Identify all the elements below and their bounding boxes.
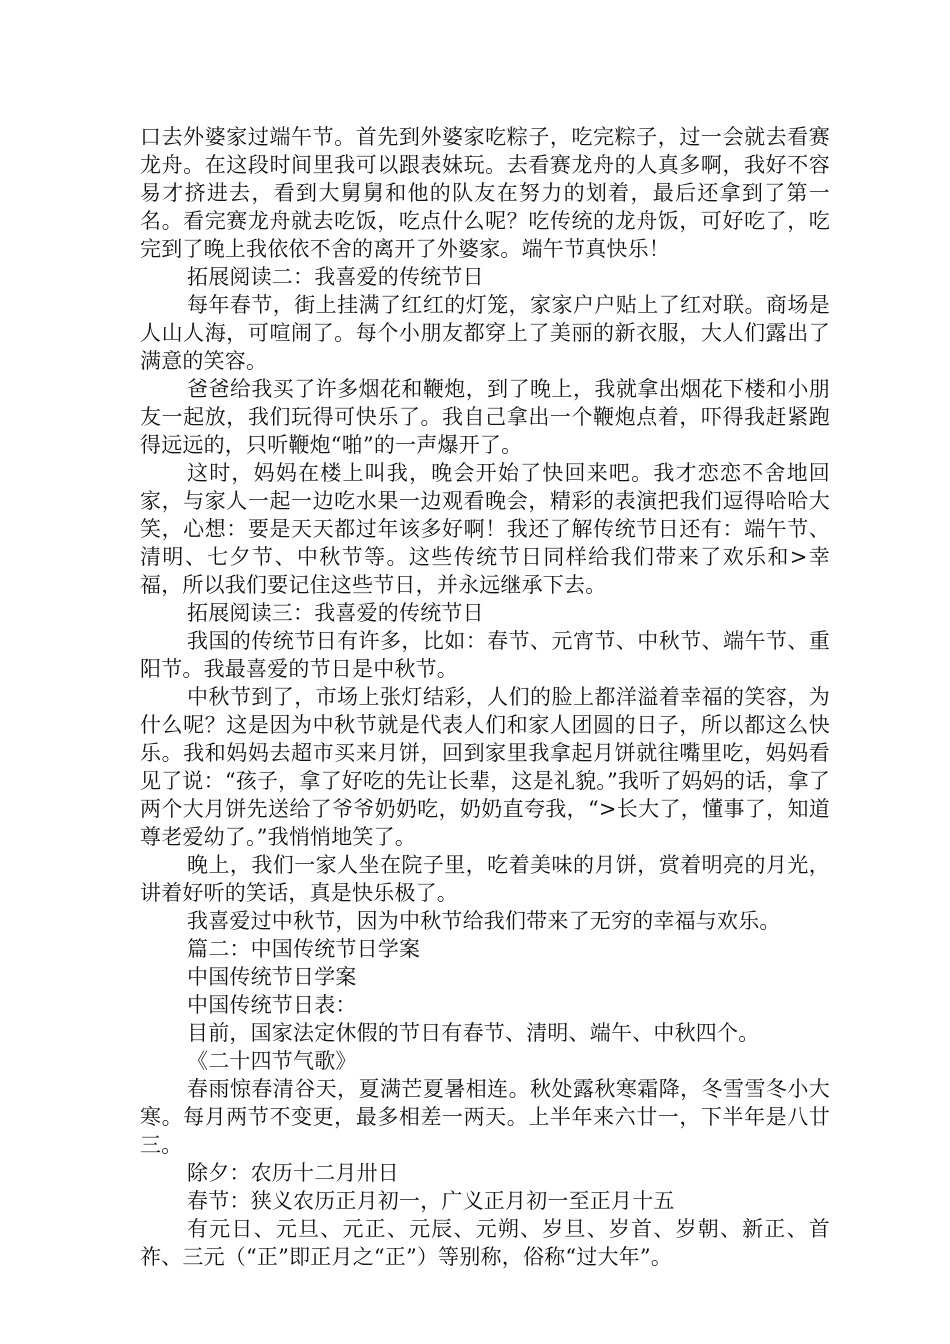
paragraph: 目前，国家法定休假的节日有春节、清明、端午、中秋四个。 xyxy=(187,1021,760,1045)
document-body xyxy=(140,123,830,1271)
subheading: 中国传统节日表： xyxy=(187,993,357,1017)
paragraph: 爸爸给我买了许多烟花和鞭炮，到了晚上，我就拿出烟花下楼和小朋友一起放，我们玩得可快乐了。我自己拿出一个鞭炮点着，吓得我赶紧跑得远远的，只听鞭炮“啪”的一声爆开了。 xyxy=(140,377,830,457)
paragraph: 这时，妈妈在楼上叫我，晚会开始了快回来吧。我才恋恋不舍地回家，与家人一起一边吃水果一边观看晚会，精彩的表演把我们逗得哈哈大笑，心想：要是天天都过年该多好啊！我还了解传统节日还有：端午节、清明、七夕节、中秋节等。这些传统节日同样给我们带来了欢乐和>幸福，所以我们要记住这些节日，并永远继承下去。 xyxy=(140,461,830,597)
poem-title: 《二十四节气歌》 xyxy=(187,1049,357,1073)
paragraph: 春节：狭义农历正月初一，广义正月初一至正月十五 xyxy=(187,1189,675,1213)
paragraph: 我国的传统节日有许多，比如：春节、元宵节、中秋节、端午节、重阳节。我最喜爱的节日是中秋节。 xyxy=(140,629,830,681)
section-heading: 拓展阅读三：我喜爱的传统节日 xyxy=(187,601,484,625)
paragraph: 每年春节，街上挂满了红红的灯笼，家家户户贴上了红对联。商场是人山人海，可喧闹了。每个小朋友都穿上了美丽的新衣服，大人们露出了满意的笑容。 xyxy=(140,293,830,373)
section-heading: 篇二：中国传统节日学案 xyxy=(187,937,421,961)
paragraph: 除夕：农历十二月卅日 xyxy=(187,1161,399,1185)
paragraph: 春雨惊春清谷天，夏满芒夏暑相连。秋处露秋寒霜降，冬雪雪冬小大寒。每月两节不变更，最多相差一两天。上半年来六廿一，下半年是八廿三。 xyxy=(140,1077,830,1157)
paragraph: 口去外婆家过端午节。首先到外婆家吃粽子，吃完粽子，过一会就去看赛龙舟。在这段时间里我可以跟表妹玩。去看赛龙舟的人真多啊，我好不容易才挤进去，看到大舅舅和他的队友在努力的划着，最后还拿到了第一名。看完赛龙舟就去吃饭，吃点什么呢？吃传统的龙舟饭，可好吃了，吃完到了晚上我依依不舍的离开了外婆家。端午节真快乐！ xyxy=(140,125,830,261)
paragraph: 中秋节到了，市场上张灯结彩，人们的脸上都洋溢着幸福的笑容，为什么呢？这是因为中秋节就是代表人们和家人团圆的日子，所以都这么快乐。我和妈妈去超市买来月饼，回到家里我拿起月饼就往嘴里吃，妈妈看见了说：“孩子，拿了好吃的先让长辈，这是礼貌。”我听了妈妈的话，拿了两个大月饼先送给了爷爷奶奶吃，奶奶直夸我，“>长大了，懂事了，知道尊老爱幼了。”我悄悄地笑了。 xyxy=(140,685,830,849)
subheading: 中国传统节日学案 xyxy=(187,965,357,989)
section-heading: 拓展阅读二：我喜爱的传统节日 xyxy=(187,265,484,289)
paragraph: 晚上，我们一家人坐在院子里，吃着美味的月饼，赏着明亮的月光，讲着好听的笑话，真是快乐极了。 xyxy=(140,853,830,905)
paragraph: 我喜爱过中秋节，因为中秋节给我们带来了无穷的幸福与欢乐。 xyxy=(187,909,781,933)
paragraph: 有元日、元旦、元正、元辰、元朔、岁旦、岁首、岁朝、新正、首祚、三元（“正”即正月之“正”）等别称，俗称“过大年”。 xyxy=(140,1217,830,1269)
